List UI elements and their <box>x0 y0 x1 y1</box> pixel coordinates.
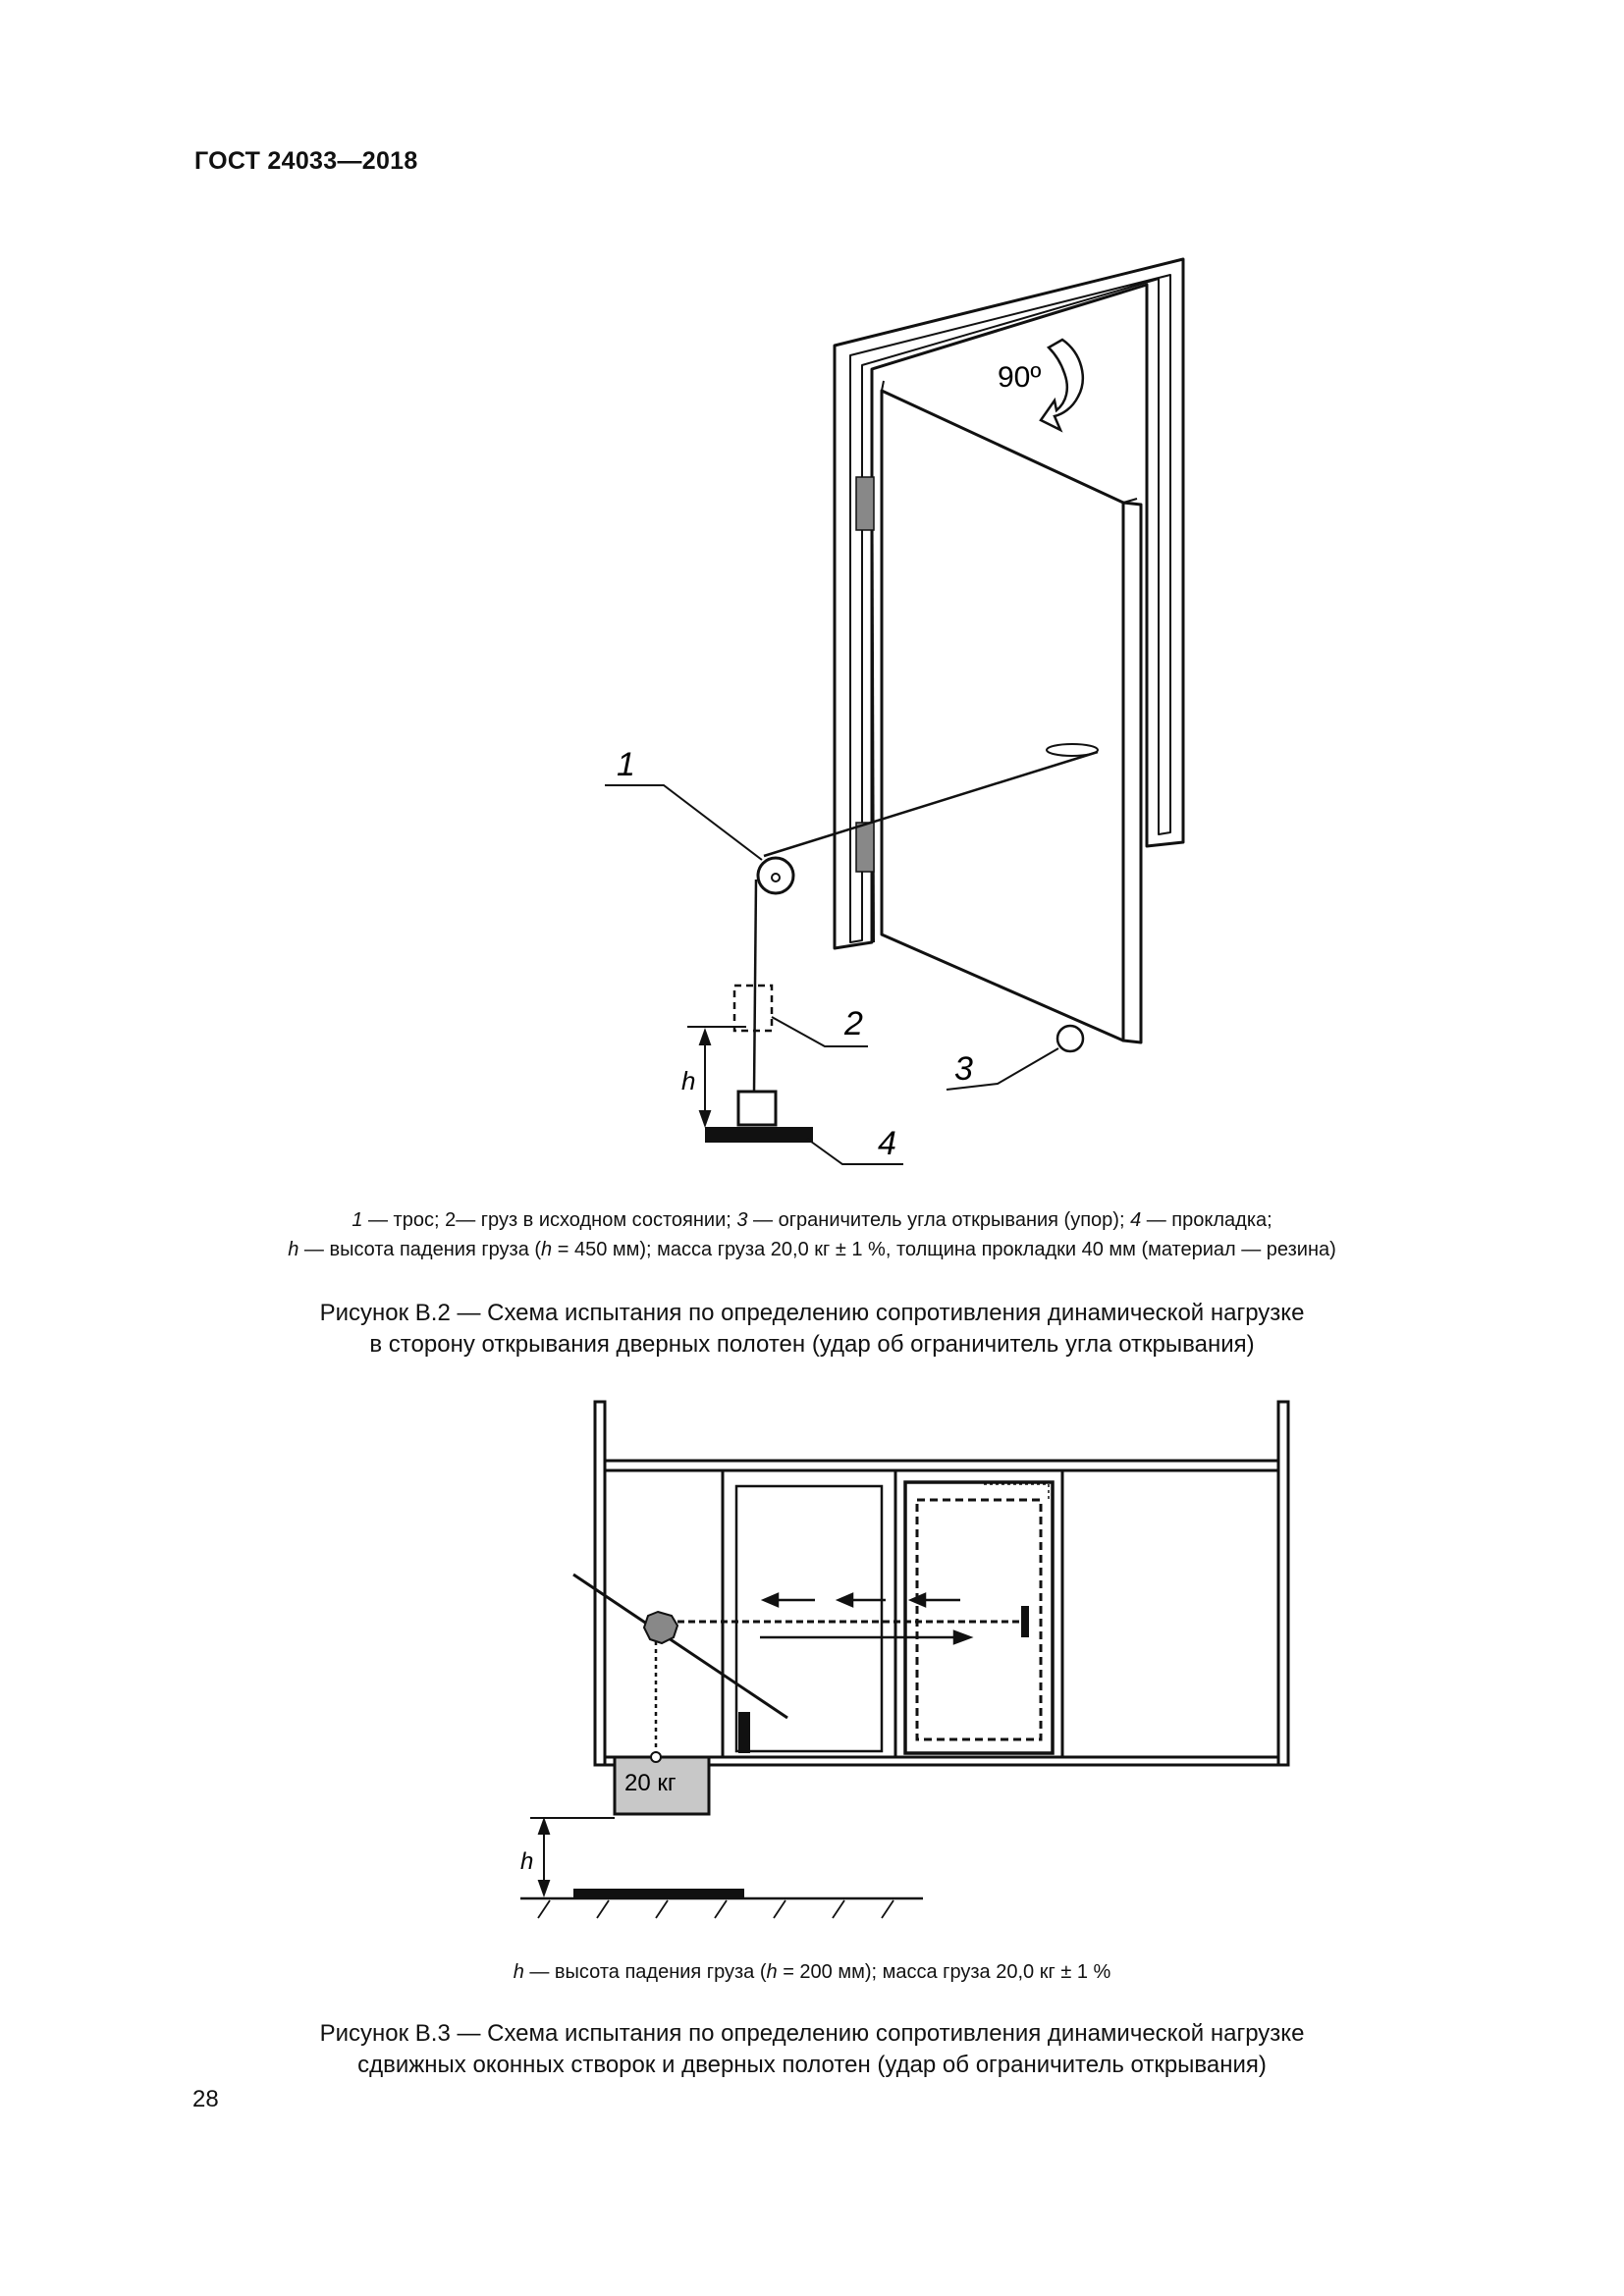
weight-initial-position <box>734 986 772 1031</box>
callout-leader-1 <box>605 785 762 860</box>
callout-1: 1 <box>617 746 635 783</box>
pulley <box>758 858 793 893</box>
page-number: 28 <box>192 2086 219 2112</box>
figure-b2-caption <box>147 1298 1477 1361</box>
legend-symbol: h <box>541 1239 553 1260</box>
sliding-sash <box>905 1482 1053 1753</box>
legend-number: 4 <box>1130 1209 1142 1231</box>
pad-b3 <box>573 1889 744 1898</box>
figure-b2-legend <box>147 1205 1477 1264</box>
legend-symbol: h <box>288 1239 299 1260</box>
legend-text: — прокладка; <box>1141 1209 1272 1231</box>
door-leaf-edge <box>1123 503 1141 1042</box>
document-header: ГОСТ 24033—2018 <box>194 147 418 175</box>
legend-text: = 450 мм); масса груза 20,0 кг ± 1 %, толщина прокладки 40 мм (материал — резина) <box>552 1239 1336 1260</box>
weight-label: 20 кг <box>624 1770 677 1796</box>
figure-b2-caption-line2: в сторону открывания дверных полотен (удар об ограничитель угла открывания) <box>369 1331 1255 1358</box>
pulley-b3 <box>644 1612 677 1643</box>
figure-b2-legend-line1 <box>147 1205 1477 1235</box>
rotation-arrow-icon <box>1041 340 1083 430</box>
legend-text: — трос; 2— груз в исходном состоянии; <box>362 1209 737 1231</box>
weight <box>738 1092 776 1125</box>
figure-b3-caption <box>147 2018 1477 2081</box>
legend-text: — высота падения груза ( <box>298 1239 542 1260</box>
figure-b2-legend-line2 <box>147 1235 1477 1264</box>
figure-b3-legend <box>147 1957 1477 1987</box>
figure-b3-caption-line1: Рисунок В.3 — Схема испытания по определению сопротивления динамической нагрузке <box>319 2020 1305 2047</box>
legend-symbol: h <box>766 1961 778 1983</box>
legend-number: 3 <box>736 1209 748 1231</box>
cable-upper <box>764 752 1098 856</box>
left-post <box>595 1402 605 1765</box>
legend-symbol: h <box>513 1961 524 1983</box>
h-label-b2: h <box>681 1066 696 1095</box>
rubber-pad <box>705 1127 813 1143</box>
callout-2: 2 <box>844 1005 863 1042</box>
angle-label: 90º <box>998 361 1042 394</box>
figure-b3-caption-line2: сдвижных оконных створок и дверных полотен (удар об ограничитель открывания) <box>357 2052 1267 2078</box>
callout-4: 4 <box>878 1125 896 1162</box>
figure-b3-diagram <box>0 1374 1624 1924</box>
impact-stop <box>1021 1606 1029 1637</box>
legend-text: — ограничитель угла открывания (упор); <box>747 1209 1131 1231</box>
door-leaf <box>882 391 1123 1041</box>
legend-text: = 200 мм); масса груза 20,0 кг ± 1 % <box>777 1961 1111 1983</box>
callout-3: 3 <box>954 1050 973 1088</box>
right-post <box>1278 1402 1288 1765</box>
hinge-bottom <box>856 823 874 872</box>
cable-vertical <box>754 880 756 1092</box>
stop-block <box>738 1712 750 1753</box>
legend-text: — высота падения груза ( <box>523 1961 767 1983</box>
legend-number: 1 <box>352 1209 363 1231</box>
hinge-top <box>856 477 874 530</box>
fixed-pane <box>736 1486 882 1751</box>
figure-b2-caption-line1: Рисунок В.2 — Схема испытания по определению сопротивления динамической нагрузке <box>319 1300 1305 1326</box>
opening-stop <box>1057 1026 1083 1051</box>
h-label-b3: h <box>520 1848 534 1875</box>
